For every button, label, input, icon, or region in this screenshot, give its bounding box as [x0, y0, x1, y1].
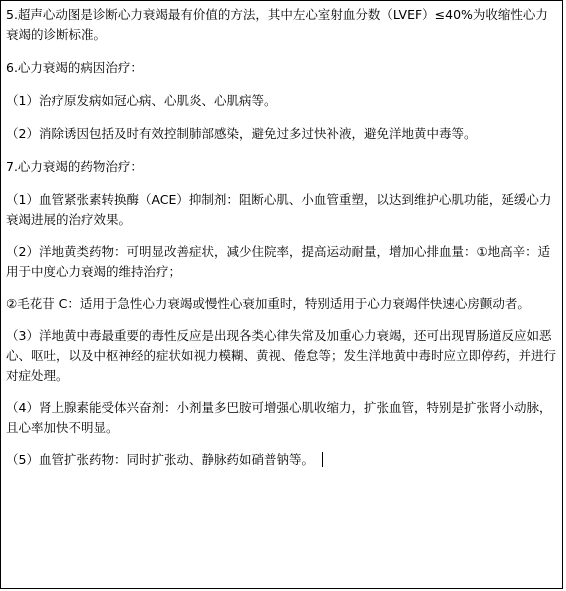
paragraph-remove-triggers: （2）消除诱因包括及时有效控制肺部感染，避免过多过快补液，避免洋地黄中毒等。 — [6, 126, 477, 141]
paragraph-treat-primary-disease: （1）治疗原发病如冠心病、心肌炎、心肌病等。 — [6, 93, 277, 108]
paragraph-ace-inhibitor: （1）血管紧张素转换酶（ACE）抑制剂：阻断心肌、小血管重塑，以达到维护心肌功能，延缓心力衰竭进展的治疗效果。 — [6, 192, 552, 227]
paragraph-deslanoside: ②毛花苷 C：适用于急性心力衰竭或慢性心衰加重时，特别适用于心力衰竭伴快速心房颤动者。 — [6, 296, 530, 311]
paragraph-vasodilator — [6, 450, 558, 470]
paragraph-adrenergic-agonist: （4）肾上腺素能受体兴奋剂：小剂量多巴胺可增强心肌收缩力，扩张血管，特别是扩张肾小动脉，且心率加快不明显。 — [6, 400, 552, 435]
paragraph-digitalis: （2）洋地黄类药物：可明显改善症状，减少住院率，提高运动耐量，增加心排血量：①地高辛：适用于中度心力衰竭的维持治疗； — [6, 244, 551, 279]
heading-etiologic-treatment: 6.心力衰竭的病因治疗： — [6, 60, 143, 75]
heading-drug-treatment: 7.心力衰竭的药物治疗： — [6, 159, 143, 174]
text-cursor — [322, 452, 323, 467]
paragraph-vasodilator-text: （5）血管扩张药物：同时扩张动、静脉药如硝普钠等。 — [6, 452, 314, 467]
paragraph-digitalis-toxicity: （3）洋地黄中毒最重要的毒性反应是出现各类心律失常及加重心力衰竭，还可出现胃肠道反应如恶心、呕吐，以及中枢神经的症状如视力模糊、黄视、倦怠等；发生洋地黄中毒时应立即停药，并进行对症处理。 — [6, 328, 557, 383]
paragraph-echocardiography: 5.超声心动图是诊断心力衰竭最有价值的方法，其中左心室射血分数（LVEF）≤40%为收缩性心力衰竭的诊断标准。 — [6, 7, 548, 42]
